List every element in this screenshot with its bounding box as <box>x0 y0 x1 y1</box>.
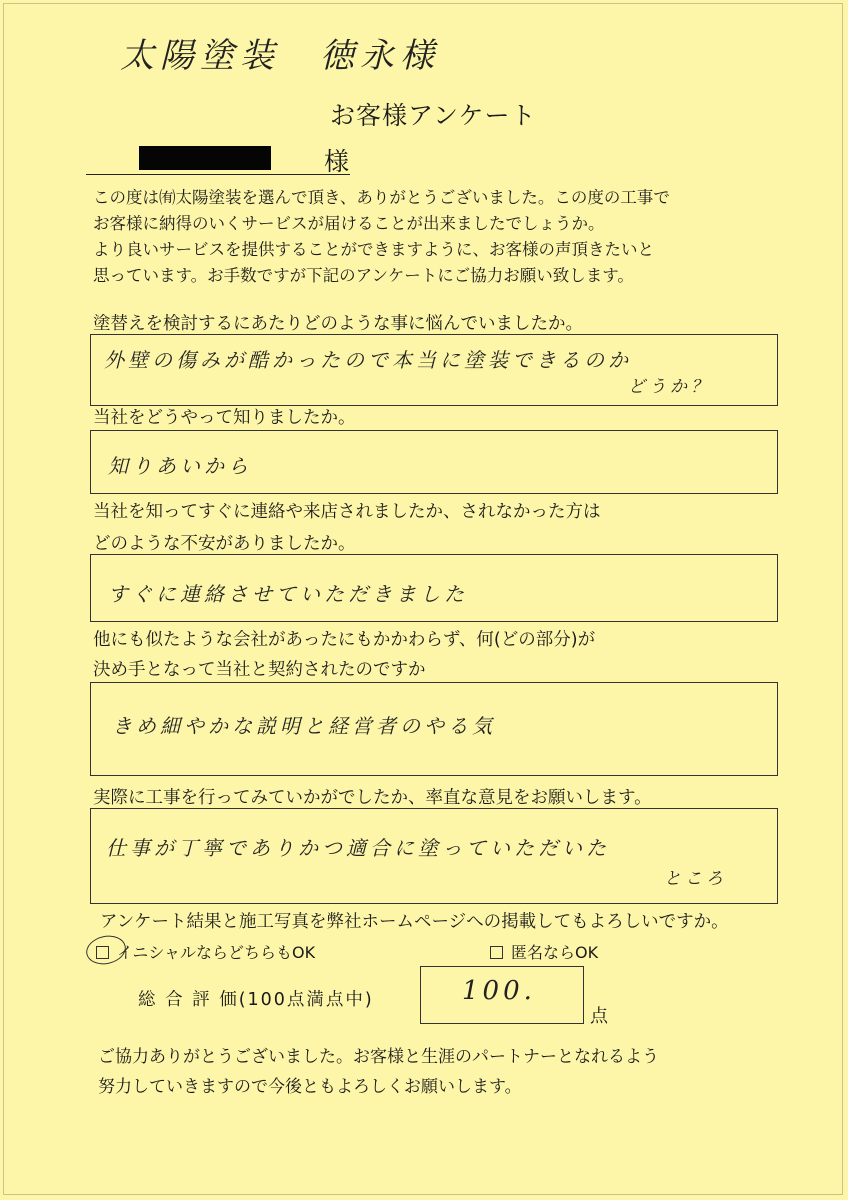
answer-5: 仕事が丁寧でありかつ適合に塗っていただいた <box>106 836 610 860</box>
handwritten-recipient: 太陽塗装 徳永様 <box>120 36 440 76</box>
closing-line-2: 努力していきますので今後ともよろしくお願いします。 <box>98 1077 522 1097</box>
question-4-line-2: 決め手となって当社と契約されたのですか <box>93 660 426 680</box>
answer-1-continued: どうか？ <box>628 377 712 397</box>
question-3-line-2: どのような不安がありましたか。 <box>93 534 356 554</box>
score-value: 100. <box>462 976 536 1006</box>
answer-4: きめ細やかな説明と経営者のやる気 <box>112 714 496 738</box>
question-5: 実際に工事を行ってみていかがでしたか、率直な意見をお願いします。 <box>93 788 652 808</box>
page-title: お客様アンケート <box>330 101 537 130</box>
checkbox-initial[interactable] <box>96 946 109 959</box>
option-initial-label: イニシャルならどちらもOK <box>117 943 316 962</box>
intro-line-2: お客様に納得のいくサービスが届けることが出来ましたでしょうか。 <box>93 214 605 233</box>
question-1: 塗替えを検討するにあたりどのような事に悩んでいましたか。 <box>93 314 583 334</box>
intro-line-1: この度は㈲太陽塗装を選んで頂き、ありがとうございました。この度の工事で <box>93 188 670 207</box>
answer-1: 外壁の傷みが酷かったので本当に塗装できるのか <box>104 348 632 372</box>
closing-line-1: ご協力ありがとうございました。お客様と生涯のパートナーとなれるよう <box>98 1047 659 1067</box>
overall-score-label: 総 合 評 価(100点満点中) <box>138 990 374 1010</box>
option-initial[interactable] <box>96 940 315 963</box>
score-unit: 点 <box>590 1006 608 1027</box>
checkbox-anonymous[interactable] <box>490 946 503 959</box>
option-anonymous[interactable] <box>490 940 598 963</box>
question-3-line-1: 当社を知ってすぐに連絡や来店されましたか、されなかった方は <box>93 502 601 522</box>
answer-3: すぐに連絡させていただきました <box>108 582 468 606</box>
salutation-suffix: 様 <box>324 147 350 176</box>
intro-line-4: 思っています。お手数ですが下記のアンケートにご協力お願い致します。 <box>93 266 634 285</box>
answer-2: 知りあいから <box>108 454 252 478</box>
publish-question: アンケート結果と施工写真を弊社ホームページへの掲載してもよろしいですか。 <box>100 912 729 932</box>
question-4-line-1: 他にも似たような会社があったにもかかわらず、何(どの部分)が <box>93 630 596 650</box>
intro-line-3: より良いサービスを提供することができますように、お客様の声頂きたいと <box>93 240 654 259</box>
question-2: 当社をどうやって知りましたか。 <box>93 408 356 428</box>
answer-5-continued: ところ <box>664 869 727 889</box>
redacted-customer-name <box>139 146 271 170</box>
option-anonymous-label: 匿名ならOK <box>511 943 599 962</box>
name-underline <box>86 174 350 175</box>
